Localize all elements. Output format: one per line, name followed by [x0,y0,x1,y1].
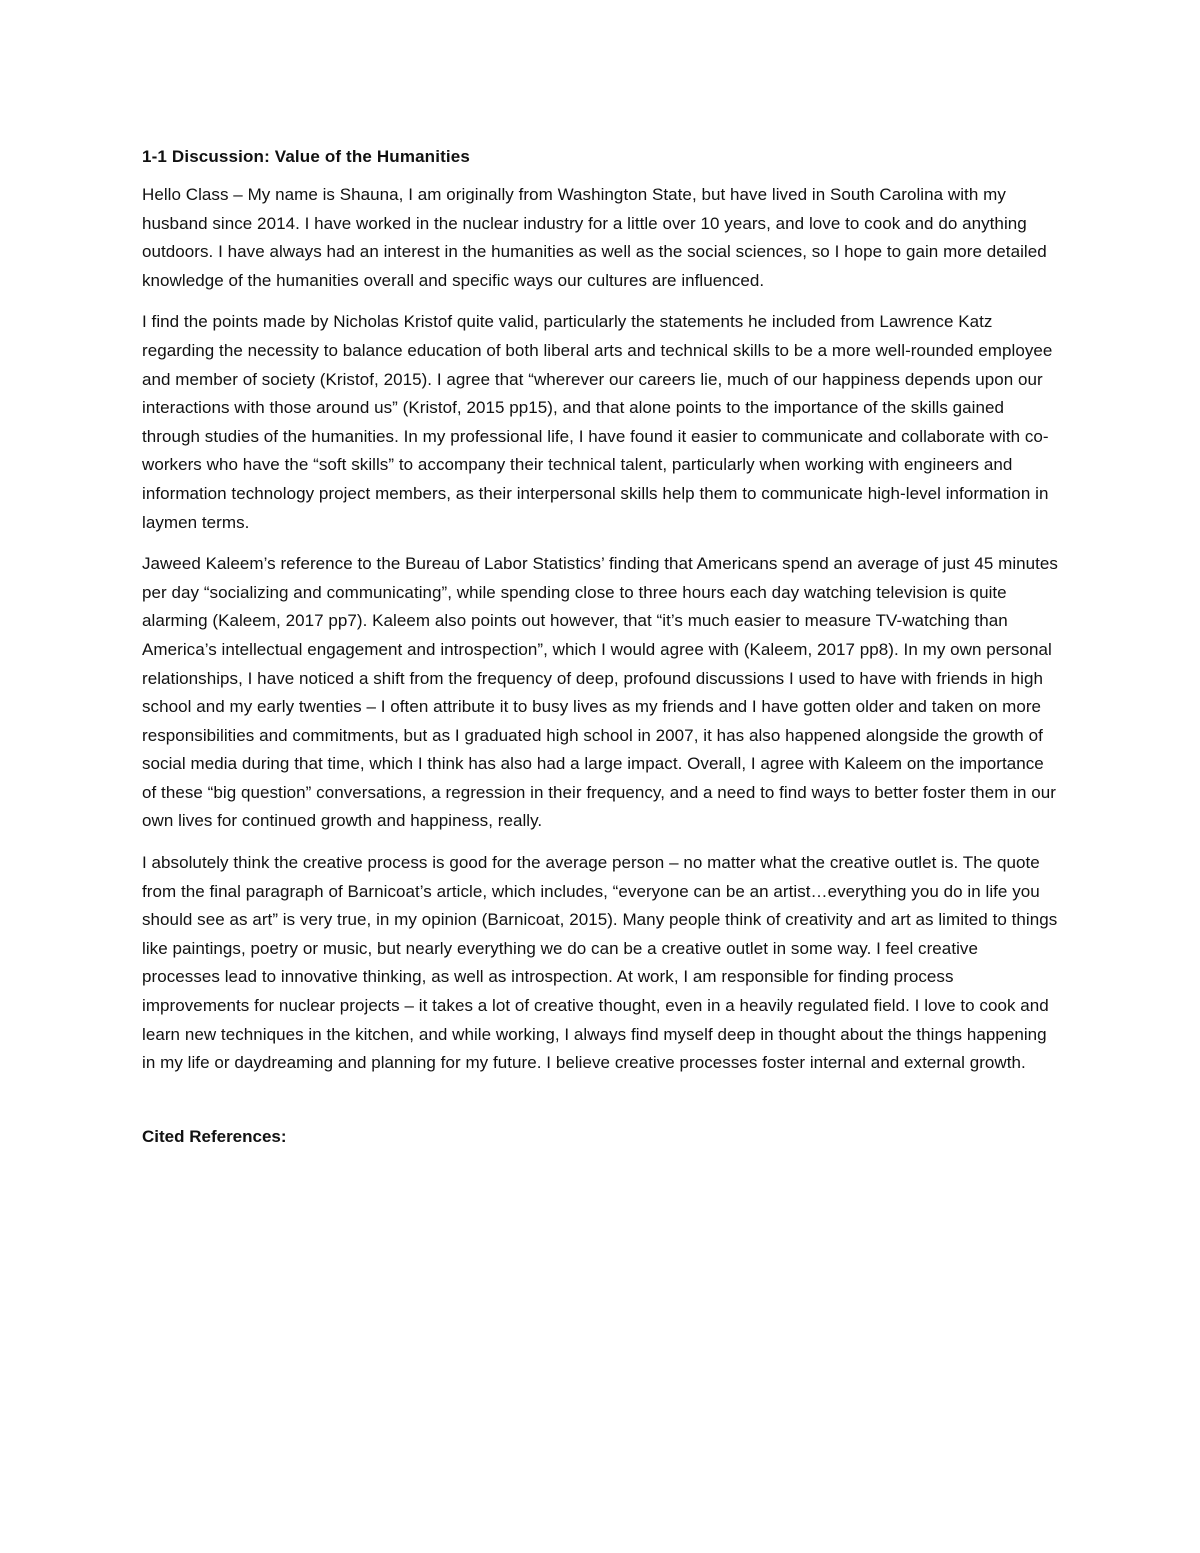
paragraph-introduction: Hello Class – My name is Shauna, I am originally from Washington State, but have lived in South Carolina with my husband since 2014. I have worked in the nuclear industry for a little over 10 years, and love to cook and do anything outdoors. I have always had an interest in the humanities as well as the social sciences, so I hope to gain more detailed knowledge of the humanities overall and specific ways our cultures are influenced. [142,185,1047,290]
paragraph-kristof: I find the points made by Nicholas Kristof quite valid, particularly the statements he included from Lawrence Katz regarding the necessity to balance education of both liberal arts and technical skills to be a more well-rounded employee and member of society (Kristof, 2015). I agree that “wherever our careers lie, much of our happiness depends upon our interactions with those around us” (Kristof, 2015 pp15), and that alone points to the importance of the skills gained through studies of the humanities. In my professional life, I have found it easier to communicate and collaborate with co-workers who have the “soft skills” to accompany their technical talent, particularly when working with engineers and information technology project members, as their interpersonal skills help them to communicate high-level information in laymen terms. [142,312,1053,532]
paragraph-kaleem: Jaweed Kaleem’s reference to the Bureau of Labor Statistics’ finding that Americans spend an average of just 45 minutes per day “socializing and communicating”, while spending close to three hours each day watching television is quite alarming (Kaleem, 2017 pp7). Kaleem also points out however, that “it’s much easier to measure TV-watching than America’s intellectual engagement and introspection”, which I would agree with (Kaleem, 2017 pp8). In my own personal relationships, I have noticed a shift from the frequency of deep, profound discussions I used to have with friends in high school and my early twenties – I often attribute it to busy lives as my friends and I have gotten older and taken on more responsibilities and commitments, but as I graduated high school in 2007, it has also happened alongside the growth of social media during that time, which I think has also had a large impact. Overall, I agree with Kaleem on the importance of these “big question” conversations, a regression in their frequency, and a need to find ways to better foster them in our own lives for continued growth and happiness, really. [142,554,1058,831]
document-title: 1-1 Discussion: Value of the Humanities [142,147,470,166]
cited-references-heading: Cited References: [142,1126,287,1146]
paragraph-creative-process: I absolutely think the creative process is good for the average person – no matter what the creative outlet is. The quote from the final paragraph of Barnicoat’s article, which includes, “everyone can be an artist…everything you do in life you should see as art” is very true, in my opinion (Barnicoat, 2015). Many people think of creativity and art as limited to things like paintings, poetry or music, but nearly everything we do can be a creative outlet in some way. I feel creative processes lead to innovative thinking, as well as introspection. At work, I am responsible for finding process improvements for nuclear projects – it takes a lot of creative thought, even in a heavily regulated field. I love to cook and learn new techniques in the kitchen, and while working, I always find myself deep in thought about the things happening in my life or daydreaming and planning for my future. I believe creative processes foster internal and external growth. [142,853,1058,1073]
